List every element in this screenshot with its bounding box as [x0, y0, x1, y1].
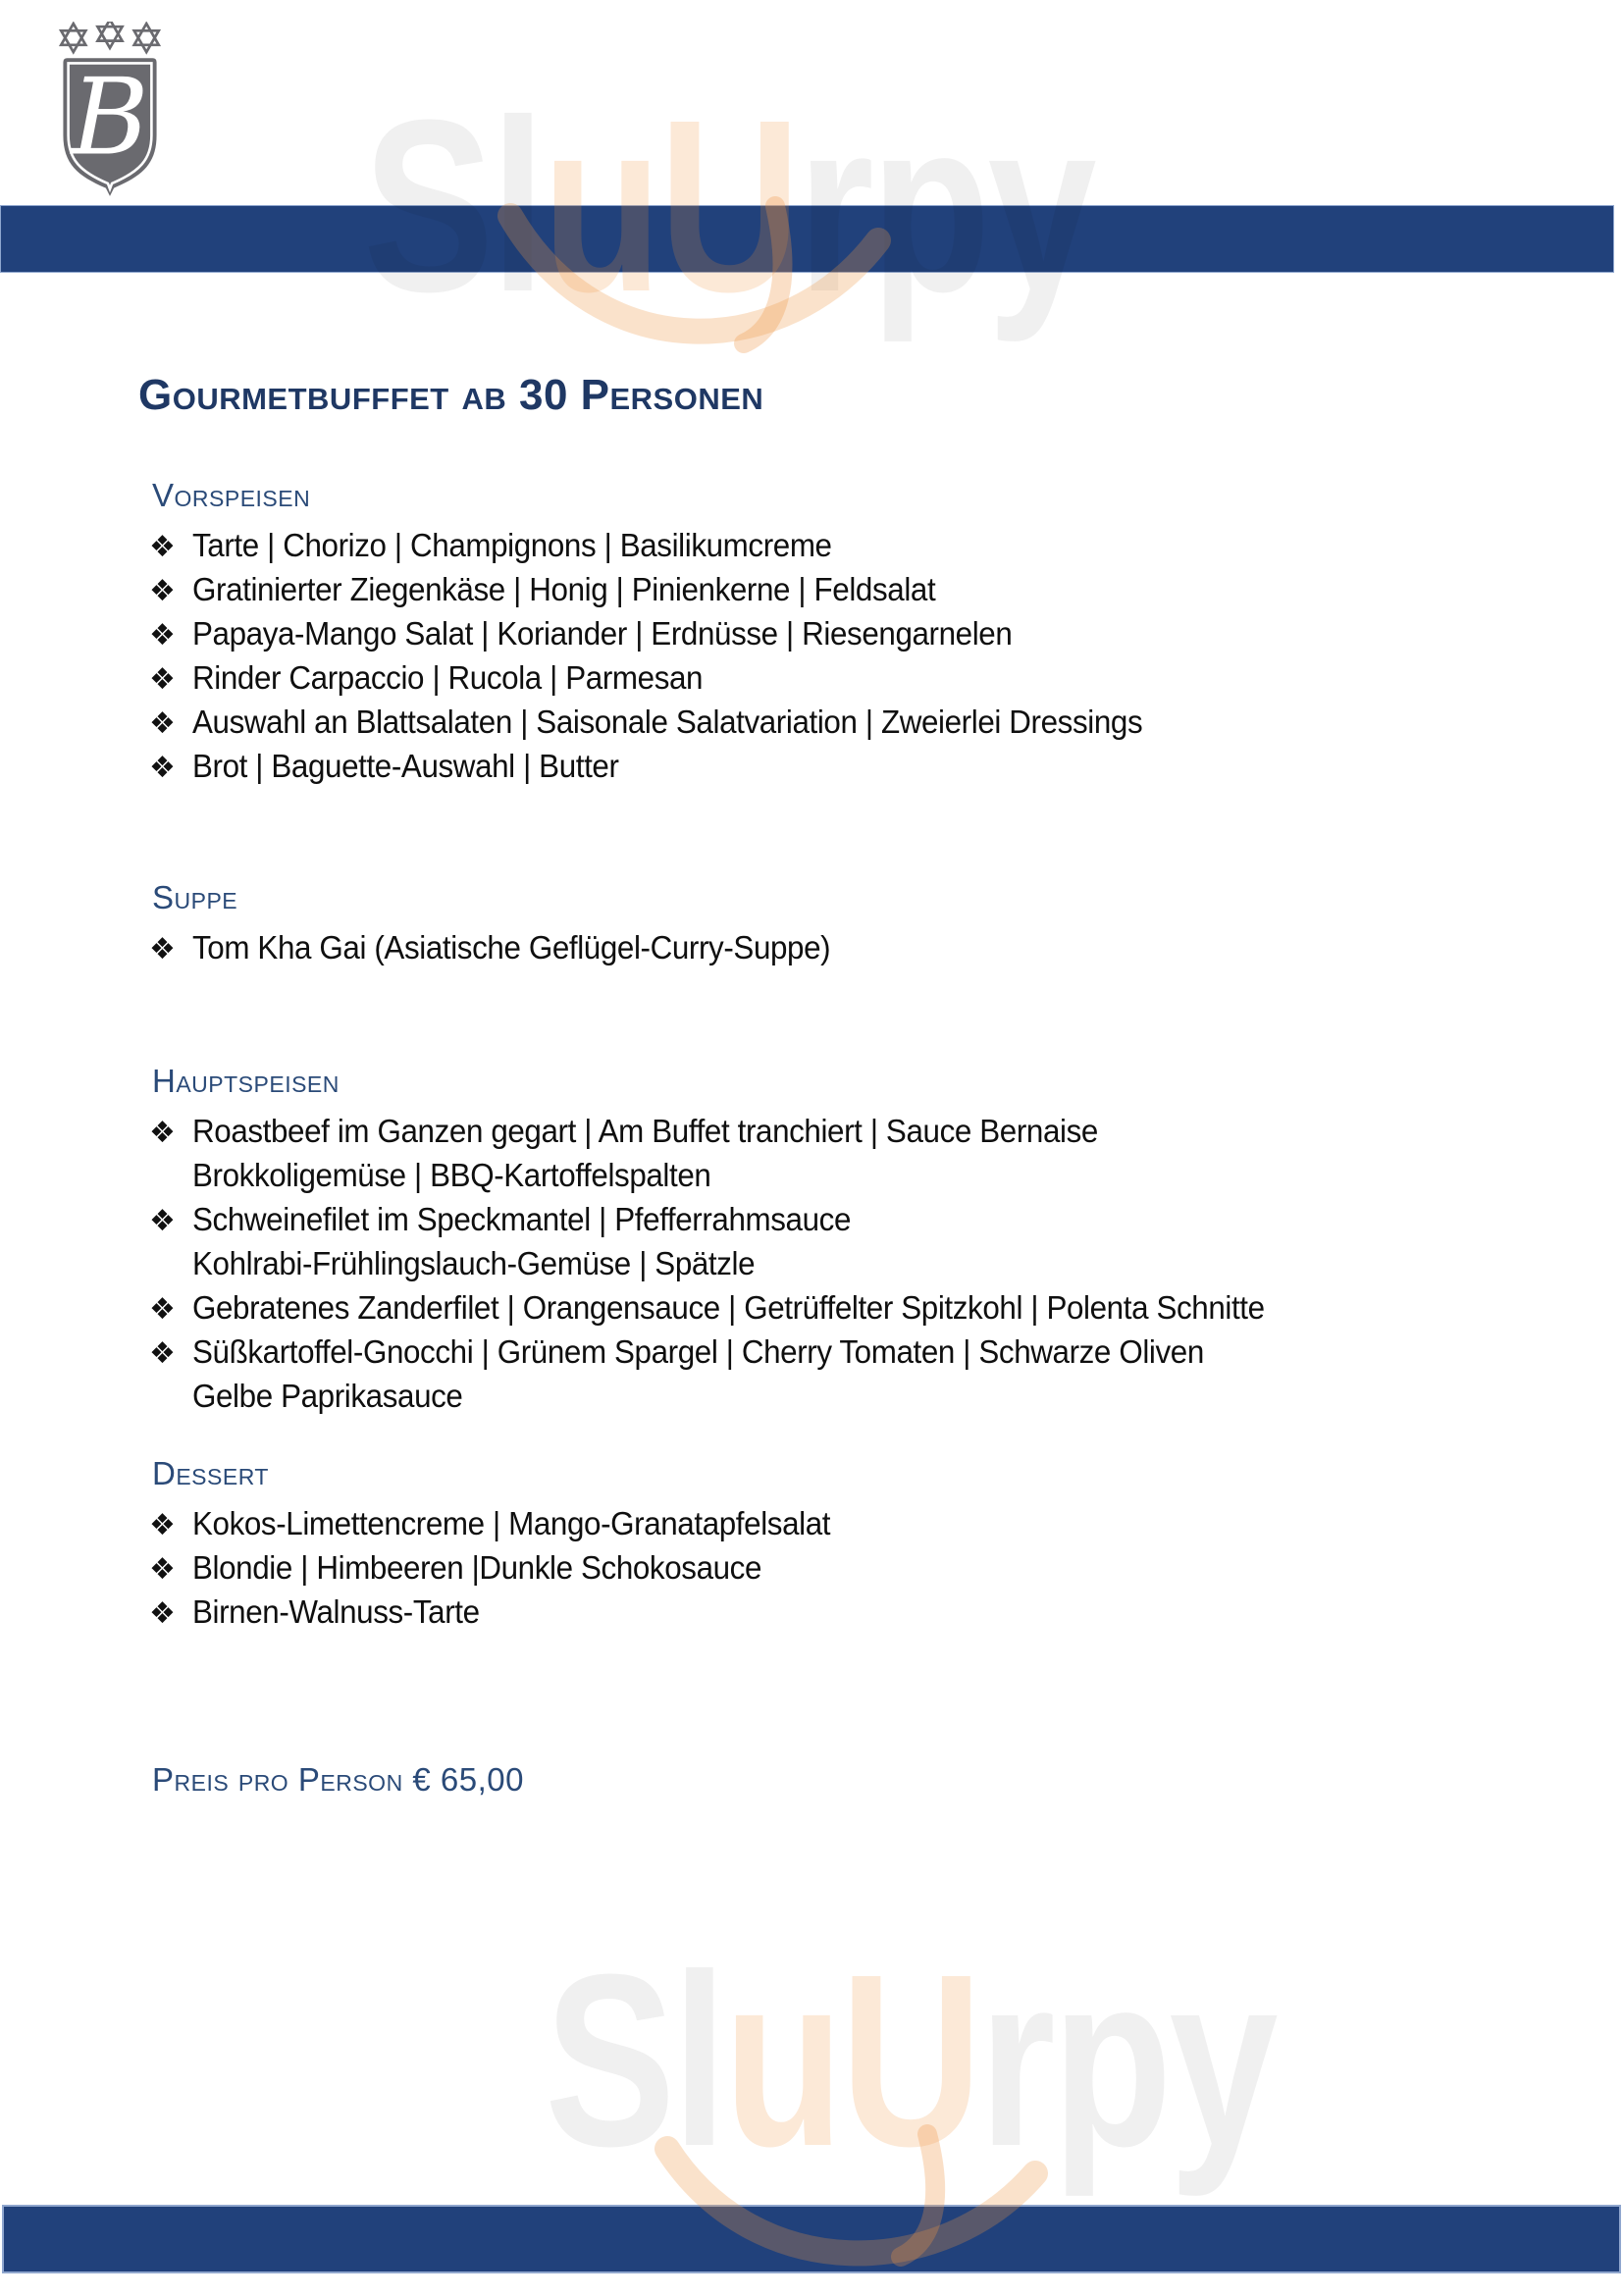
menu-item-text: Kokos-Limettencreme | Mango-Granatapfelsalat: [192, 1505, 831, 1541]
section-heading: Vorspeisen: [152, 477, 311, 513]
menu-item-text: Tom Kha Gai (Asiatische Geflügel-Curry-Suppe): [192, 929, 831, 965]
menu-item-text: Gratinierter Ziegenkäse | Honig | Pinienkerne | Feldsalat: [192, 571, 936, 607]
menu-item-row: [149, 744, 1192, 788]
section-vorspeisen: [149, 479, 1192, 788]
section-rows: [149, 1109, 1321, 1418]
bullet-icon: ❖: [149, 1552, 176, 1587]
menu-item-text: Brokkoligemüse | BBQ-Kartoffelspalten: [192, 1157, 711, 1193]
menu-item-text: Blondie | Himbeeren |Dunkle Schokosauce: [192, 1549, 762, 1586]
menu-item-text: Brot | Baguette-Auswahl | Butter: [192, 748, 619, 784]
section-rows: [149, 925, 864, 969]
menu-item-text: Tarte | Chorizo | Champignons | Basilikumcreme: [192, 527, 832, 563]
shield-icon: [63, 56, 156, 195]
menu-item-row: [149, 1285, 1321, 1330]
menu-item-row: [149, 1374, 1321, 1418]
menu-item-row: [149, 1590, 864, 1634]
menu-item-text: Birnen-Walnuss-Tarte: [192, 1593, 480, 1630]
watermark-text: Sl: [545, 1923, 724, 2197]
price-per-person: Preis pro Person € 65,00: [152, 1761, 524, 1798]
section-heading: Dessert: [152, 1455, 269, 1491]
sluurpy-watermark-bottom: [545, 1923, 1276, 2197]
bullet-icon: ❖: [149, 662, 176, 697]
watermark-text: uU: [542, 69, 798, 342]
bottom-navy-bar: [2, 2205, 1621, 2273]
menu-item-row: [149, 1153, 1321, 1197]
menu-item-text: Papaya-Mango Salat | Koriander | Erdnüsse | Riesengarnelen: [192, 615, 1013, 652]
three-stars-icon: [61, 22, 158, 52]
menu-item-text: Auswahl an Blattsalaten | Saisonale Salatvariation | Zweierlei Dressings: [192, 704, 1143, 740]
section-rows: [149, 1501, 864, 1634]
menu-item-row: [149, 925, 864, 969]
bullet-icon: ❖: [149, 751, 176, 785]
menu-item-text: Gebratenes Zanderfilet | Orangensauce | Getrüffelter Spitzkohl | Polenta Schnitte: [192, 1289, 1265, 1326]
bullet-icon: ❖: [149, 706, 176, 741]
bullet-icon: ❖: [149, 1336, 176, 1371]
menu-item-text: Schweinefilet im Speckmantel | Pfefferrahmsauce: [192, 1201, 852, 1237]
watermark-text: uU: [723, 1923, 979, 2197]
menu-item-row: [149, 567, 1192, 611]
menu-item-text: Rinder Carpaccio | Rucola | Parmesan: [192, 659, 704, 696]
bullet-icon: ❖: [149, 618, 176, 652]
section-heading: Hauptspeisen: [152, 1063, 340, 1099]
watermark-text: rpy: [978, 1923, 1276, 2197]
bullet-icon: ❖: [149, 1204, 176, 1238]
menu-item-row: [149, 1197, 1321, 1241]
menu-item-row: [149, 1330, 1321, 1374]
section-rows: [149, 523, 1192, 788]
bullet-icon: ❖: [149, 530, 176, 564]
bullet-icon: ❖: [149, 1508, 176, 1542]
section-hauptspeisen: [149, 1065, 1321, 1418]
logo-letter: B: [71, 56, 149, 180]
crest-logo-graphic: [52, 22, 168, 200]
menu-item-text: Kohlrabi-Frühlingslauch-Gemüse | Spätzle: [192, 1245, 756, 1281]
section-suppe: [149, 881, 864, 969]
menu-item-row: [149, 523, 1192, 567]
menu-item-row: [149, 1545, 864, 1590]
menu-item-row: [149, 1241, 1321, 1285]
menu-item-text: Süßkartoffel-Gnocchi | Grünem Spargel | Cherry Tomaten | Schwarze Oliven: [192, 1333, 1204, 1370]
bullet-icon: ❖: [149, 1116, 176, 1150]
top-navy-bar: [0, 205, 1614, 273]
menu-item-row: [149, 611, 1192, 655]
menu-item-row: [149, 700, 1192, 744]
hotel-crest-logo: [52, 22, 168, 205]
page-title: Gourmetbufffet ab 30 Personen: [138, 371, 764, 419]
section-dessert: [149, 1457, 864, 1634]
bullet-icon: ❖: [149, 1292, 176, 1327]
bullet-icon: ❖: [149, 1596, 176, 1631]
bullet-icon: ❖: [149, 932, 176, 966]
menu-item-row: [149, 1501, 864, 1545]
menu-item-row: [149, 1109, 1321, 1153]
bullet-icon: ❖: [149, 574, 176, 608]
menu-item-text: Gelbe Paprikasauce: [192, 1378, 463, 1414]
menu-item-row: [149, 655, 1192, 700]
menu-item-text: Roastbeef im Ganzen gegart | Am Buffet tranchiert | Sauce Bernaise: [192, 1113, 1098, 1149]
section-heading: Suppe: [152, 879, 238, 915]
